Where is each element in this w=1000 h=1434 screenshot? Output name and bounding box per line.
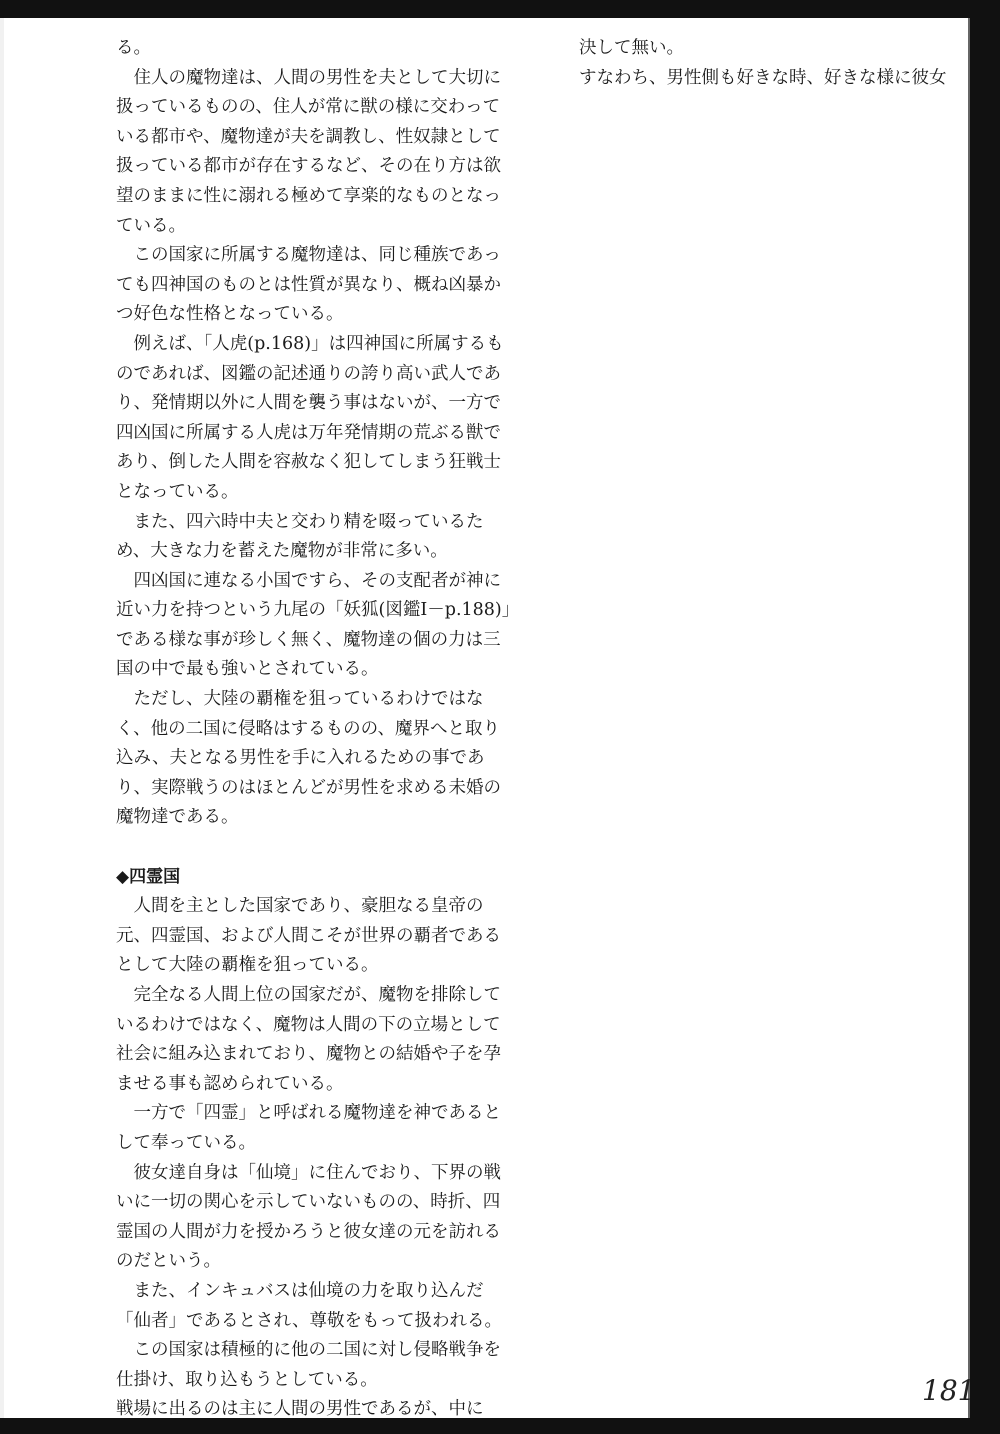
scan-border-right (970, 0, 1000, 1434)
paragraph: この国家に所属する魔物達は、同じ種族であっても四神国のものとは性質が異なり、概ね凶暴かつ好色な性格となっている。 (116, 245, 501, 325)
paragraph: 彼女達自身は「仙境」に住んでおり、下界の戦いに一切の関心を示していないものの、時折、四霊国の人間が力を授かろうと彼女達の元を訪れるのだという。 (116, 1162, 501, 1272)
paragraph: また、インキュバスは仙境の力を取り込んだ「仙者」であるとされ、尊敬をもって扱われる。 (116, 1280, 503, 1331)
paragraph: 決して無い。 (579, 38, 684, 58)
paragraph: 戦場に出るのは主に人間の男性であるが、中に (116, 1399, 484, 1420)
scan-border-left (0, 18, 4, 1418)
paragraph: 例えば、「人虎(p.168)」は四神国に所属するものであれば、図鑑の記述通りの誇り高い武人であり、発情期以外に人間を襲う事はないが、一方で四凶国に所属する人虎は万年発情期の荒ぶる獣であり、倒した人間を容赦なく犯してしまう狂戦士となっている。 (116, 333, 504, 502)
paragraph: る。 (116, 38, 151, 58)
page-number: 181 (922, 1374, 976, 1407)
scan-border-top (0, 0, 1000, 18)
paragraph: 人間を主とした国家であり、豪胆なる皇帝の元、四霊国、および人間こそが世界の覇者であるとして大陸の覇権を狙っている。 (116, 896, 501, 976)
paragraph: また、四六時中夫と交わり精を啜っているため、大きな力を蓄えた魔物が非常に多い。 (116, 511, 484, 562)
page-edge-line (968, 18, 970, 1418)
section-heading: ◆四霊国 (116, 866, 181, 887)
paragraph: すなわち、男性側も好きな時、好きな様に彼女 (579, 67, 947, 88)
paragraph: 住人の魔物達は、人間の男性を夫として大切に扱っているものの、住人が常に獣の様に交わっている都市や、魔物達が夫を調教し、性奴隷として扱っている都市が存在するなど、その在り方は欲望のままに性に溺れる極めて享楽的なものとなっている。 (116, 67, 501, 236)
paragraph: 完全なる人間上位の国家だが、魔物を排除しているわけではなく、魔物は人間の下の立場として社会に組み込まれており、魔物との結婚や子を孕ませる事も認められている。 (116, 985, 501, 1094)
paragraph: ただし、大陸の覇権を狙っているわけではなく、他の二国に侵略はするものの、魔界へと取り込み、夫となる男性を手に入れるための事であり、実際戦うのはほとんどが男性を求める未婚の魔物達である。 (116, 689, 501, 828)
paragraph: 四凶国に連なる小国ですら、その支配者が神に近い力を持つという九尾の「妖狐(図鑑Ⅰ－p.188)」である様な事が珍しく無く、魔物達の個の力は三国の中で最も強いとされている。 (116, 570, 511, 680)
left-text-column (116, 34, 514, 1425)
paragraph: 一方で「四霊」と呼ばれる魔物達を神であるとして奉っている。 (116, 1103, 501, 1153)
right-text-column (579, 34, 959, 93)
paragraph: この国家は積極的に他の二国に対し侵略戦争を仕掛け、取り込もうとしている。 (116, 1340, 501, 1390)
